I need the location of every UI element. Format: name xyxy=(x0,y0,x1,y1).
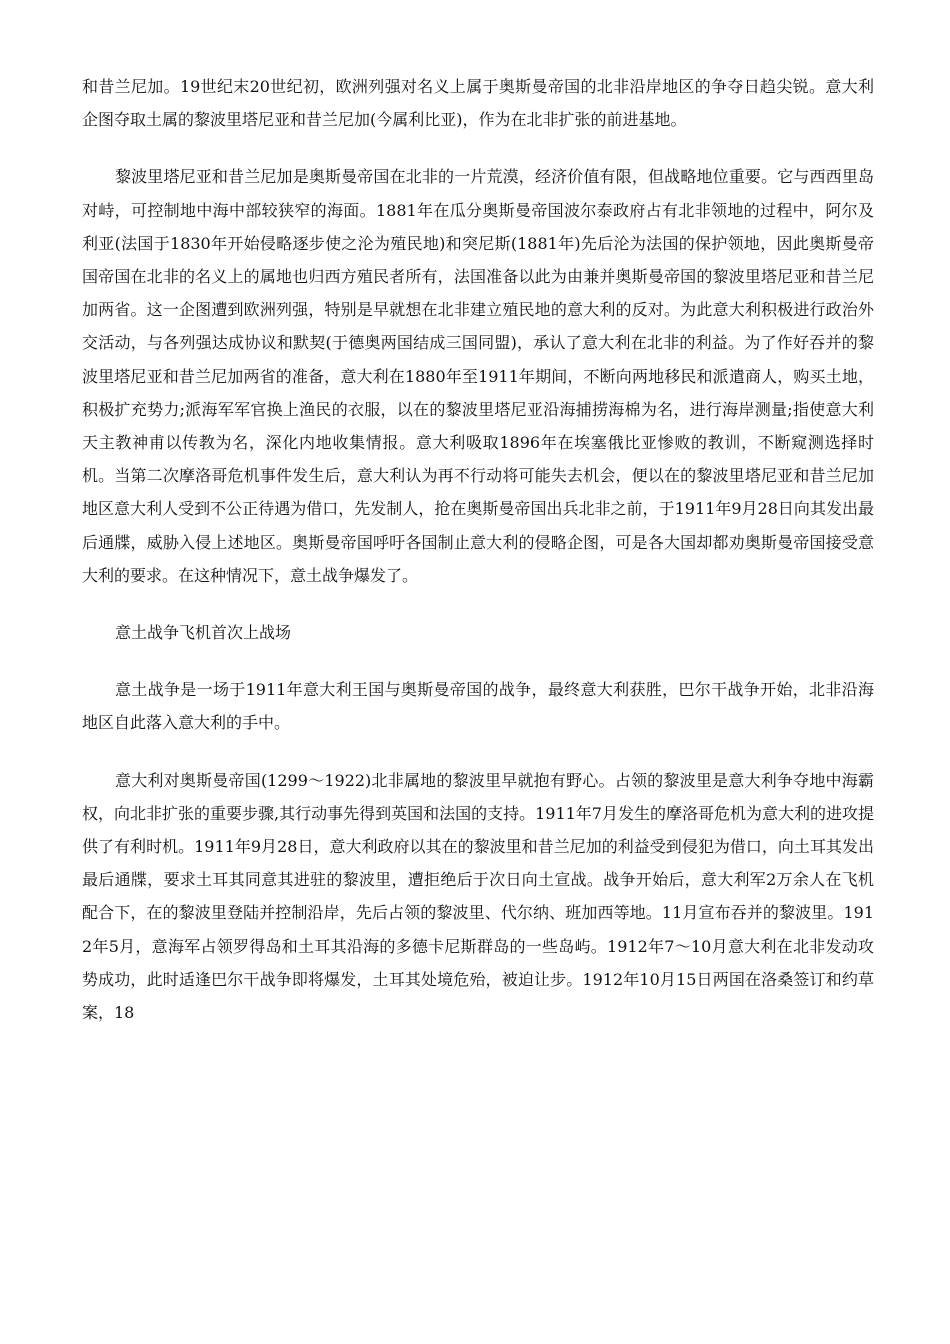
paragraph-background: 黎波里塔尼亚和昔兰尼加是奥斯曼帝国在北非的一片荒漠，经济价值有限，但战略地位重要。它与西西里岛对峙，可控制地中海中部较狭窄的海面。1881年在瓜分奥斯曼帝国波尔泰政府占有北非领地的过程中，阿尔及利亚(法国于1830年开始侵略逐步使之沦为殖民地)和突尼斯(1881年)先后沦为法国的保护领地，因此奥斯曼帝国帝国在北非的名义上的属地也归西方殖民者所有，法国准备以此为由兼并奥斯曼帝国的黎波里塔尼亚和昔兰尼加两省。这一企图遭到欧洲列强，特别是早就想在北非建立殖民地的意大利的反对。为此意大利积极进行政治外交活动，与各列强达成协议和默契(于德奥两国结成三国同盟)，承认了意大利在北非的利益。为了作好吞并的黎波里塔尼亚和昔兰尼加两省的准备，意大利在1880年至1911年期间，不断向两地移民和派遣商人，购买土地，积极扩充势力;派海军军官换上渔民的衣服，以在的黎波里塔尼亚沿海捕捞海棉为名，进行海岸测量;指使意大利天主教神甫以传教为名，深化内地收集情报。意大利吸取1896年在埃塞俄比亚惨败的教训，不断窥测选择时机。当第二次摩洛哥危机事件发生后，意大利认为再不行动将可能失去机会，便以在的黎波里塔尼亚和昔兰尼加地区意大利人受到不公正待遇为借口，先发制人，抢在奥斯曼帝国出兵北非之前，于1911年9月28日向其发出最后通牒，威胁入侵上述地区。奥斯曼帝国呼吁各国制止意大利的侵略企图，可是各大国却都劝奥斯曼帝国接受意大利的要求。在这种情况下，意土战争爆发了。 xyxy=(82,167,874,585)
document-page xyxy=(82,70,874,1053)
section-heading: 意土战争飞机首次上战场 xyxy=(115,623,292,643)
paragraph-war-course: 意大利对奥斯曼帝国(1299～1922)北非属地的黎波里早就抱有野心。占领的黎波里是意大利争夺地中海霸权，向北非扩张的重要步骤,其行动事先得到英国和法国的支持。1911年7月发生的摩洛哥危机为意大利的进攻提供了有利时机。1911年9月28日，意大利政府以其在的黎波里和昔兰尼加的利益受到侵犯为借口，向土耳其发出最后通牒，要求土耳其同意其进驻的黎波里，遭拒绝后于次日向土宣战。战争开始后，意大利军2万余人在飞机配合下，在的黎波里登陆并控制沿岸，先后占领的黎波里、代尔纳、班加西等地。11月宣布吞并的黎波里。1912年5月，意海军占领罗得岛和土耳其沿海的多德卡尼斯群岛的一些岛屿。1912年7～10月意大利在北非发动攻势成功，此时适逢巴尔干战争即将爆发，土耳其处境危殆，被迫让步。1912年10月15日两国在洛桑签订和约草案，18 xyxy=(82,770,874,1023)
paragraph-summary: 意土战争是一场于1911年意大利王国与奥斯曼帝国的战争，最终意大利获胜，巴尔干战争开始，北非沿海地区自此落入意大利的手中。 xyxy=(82,680,874,733)
paragraph-continuation: 和昔兰尼加。19世纪末20世纪初，欧洲列强对名义上属于奥斯曼帝国的北非沿岸地区的争夺日趋尖锐。意大利企图夺取土属的黎波里塔尼亚和昔兰尼加(今属利比亚)，作为在北非扩张的前进基地。 xyxy=(82,77,874,130)
